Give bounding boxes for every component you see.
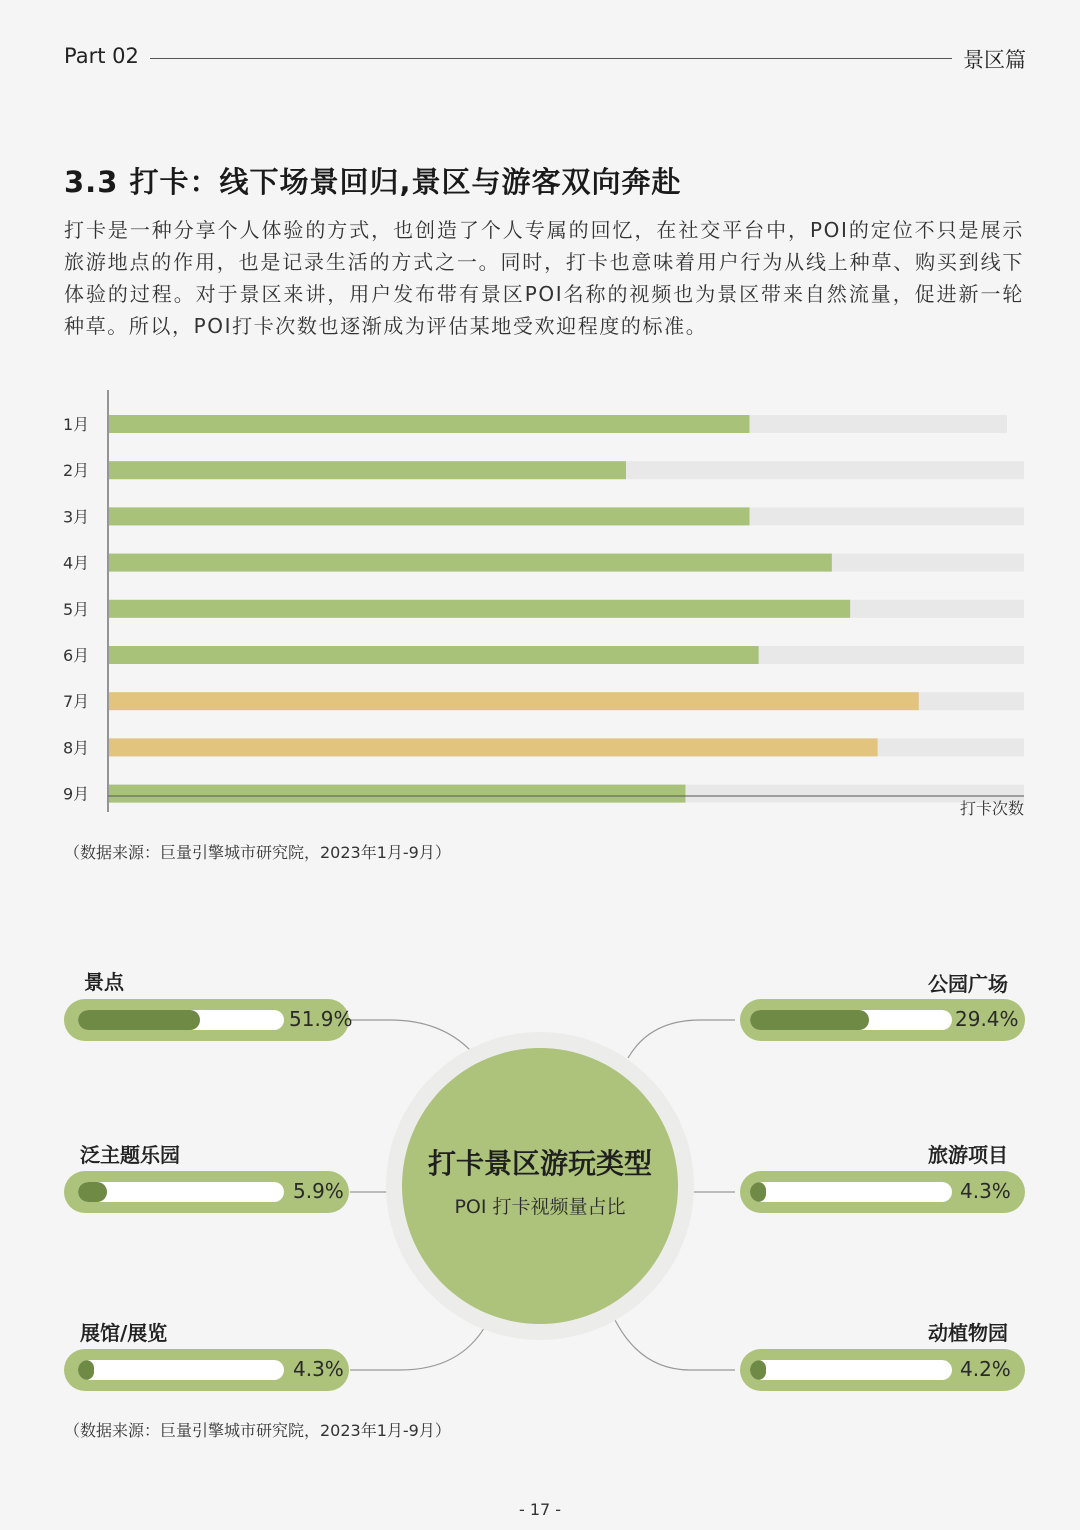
category-label-theme-park: 泛主题乐园	[80, 1143, 180, 1167]
progress-track	[750, 1360, 952, 1380]
progress-track	[78, 1360, 284, 1380]
category-label-scenic-spot: 景点	[84, 970, 124, 994]
category-pill-exhibition	[64, 1349, 349, 1391]
category-pill-park-square	[740, 999, 1025, 1041]
progress-track	[750, 1182, 952, 1202]
progress-fill	[750, 1182, 766, 1202]
y-tick-label: 6月	[63, 646, 90, 665]
center-subtitle: POI 打卡视频量占比	[454, 1196, 626, 1218]
y-tick-label: 8月	[63, 738, 90, 758]
category-label-zoo-botanical: 动植物园	[928, 1321, 1008, 1345]
progress-fill	[78, 1360, 94, 1380]
progress-fill	[78, 1010, 200, 1030]
category-value: 4.3%	[293, 1357, 344, 1381]
category-value: 5.9%	[293, 1179, 344, 1203]
section-label: 景区篇	[963, 48, 1026, 72]
center-circle	[402, 1048, 678, 1324]
category-value: 51.9%	[289, 1007, 353, 1031]
progress-track	[78, 1182, 284, 1202]
category-label-exhibition: 展馆/展览	[80, 1321, 168, 1345]
connector-line	[628, 1020, 735, 1058]
category-label-park-square: 公园广场	[928, 972, 1008, 996]
intro-paragraph: 打卡是一种分享个人体验的方式，也创造了个人专属的回忆，在社交平台中，POI的定位不只是展示旅游地点的作用，也是记录生活的方式之一。同时，打卡也意味着用户行为从线上种草、购买到线下体验的过程。对于景区来讲，用户发布带有景区POI名称的视频也为景区带来自然流量，促进新一轮种草。所以，POI打卡次数也逐渐成为评估某地受欢迎程度的标准。	[64, 218, 1024, 338]
y-tick-label: 1月	[63, 415, 90, 434]
progress-fill	[750, 1010, 869, 1030]
section-title: 3.3 打卡：线下场景回归,景区与游客双向奔赴	[64, 165, 682, 199]
connector-line	[350, 1325, 486, 1370]
category-pill-zoo-botanical	[740, 1349, 1025, 1391]
part-label: Part 02	[64, 44, 139, 68]
center-title: 打卡景区游玩类型	[427, 1147, 652, 1180]
y-tick-label: 2月	[63, 461, 90, 481]
y-tick-label: 9月	[63, 784, 90, 804]
progress-fill	[750, 1360, 766, 1380]
infographic-source-note: （数据来源：巨量引擎城市研究院，2023年1月-9月）	[64, 1421, 451, 1440]
category-value: 29.4%	[955, 1007, 1019, 1031]
connector-line	[614, 1318, 735, 1370]
category-value: 4.3%	[960, 1179, 1011, 1203]
category-pill-scenic-spot	[64, 999, 353, 1041]
progress-track	[750, 1010, 952, 1030]
page-number: - 17 -	[518, 1500, 562, 1519]
y-tick-label: 5月	[63, 599, 90, 619]
category-pill-tour-project	[740, 1171, 1025, 1213]
progress-track	[78, 1010, 284, 1030]
category-label-tour-project: 旅游项目	[928, 1143, 1008, 1167]
connector-line	[350, 1020, 470, 1050]
y-tick-label: 7月	[63, 692, 90, 712]
category-value: 4.2%	[960, 1357, 1011, 1381]
x-axis-label: 打卡次数	[959, 799, 1024, 818]
y-tick-label: 3月	[63, 507, 90, 527]
chart-source-note: （数据来源：巨量引擎城市研究院，2023年1月-9月）	[64, 843, 451, 862]
y-tick-label: 4月	[63, 553, 90, 573]
category-pill-theme-park	[64, 1171, 349, 1213]
progress-fill	[78, 1182, 107, 1202]
